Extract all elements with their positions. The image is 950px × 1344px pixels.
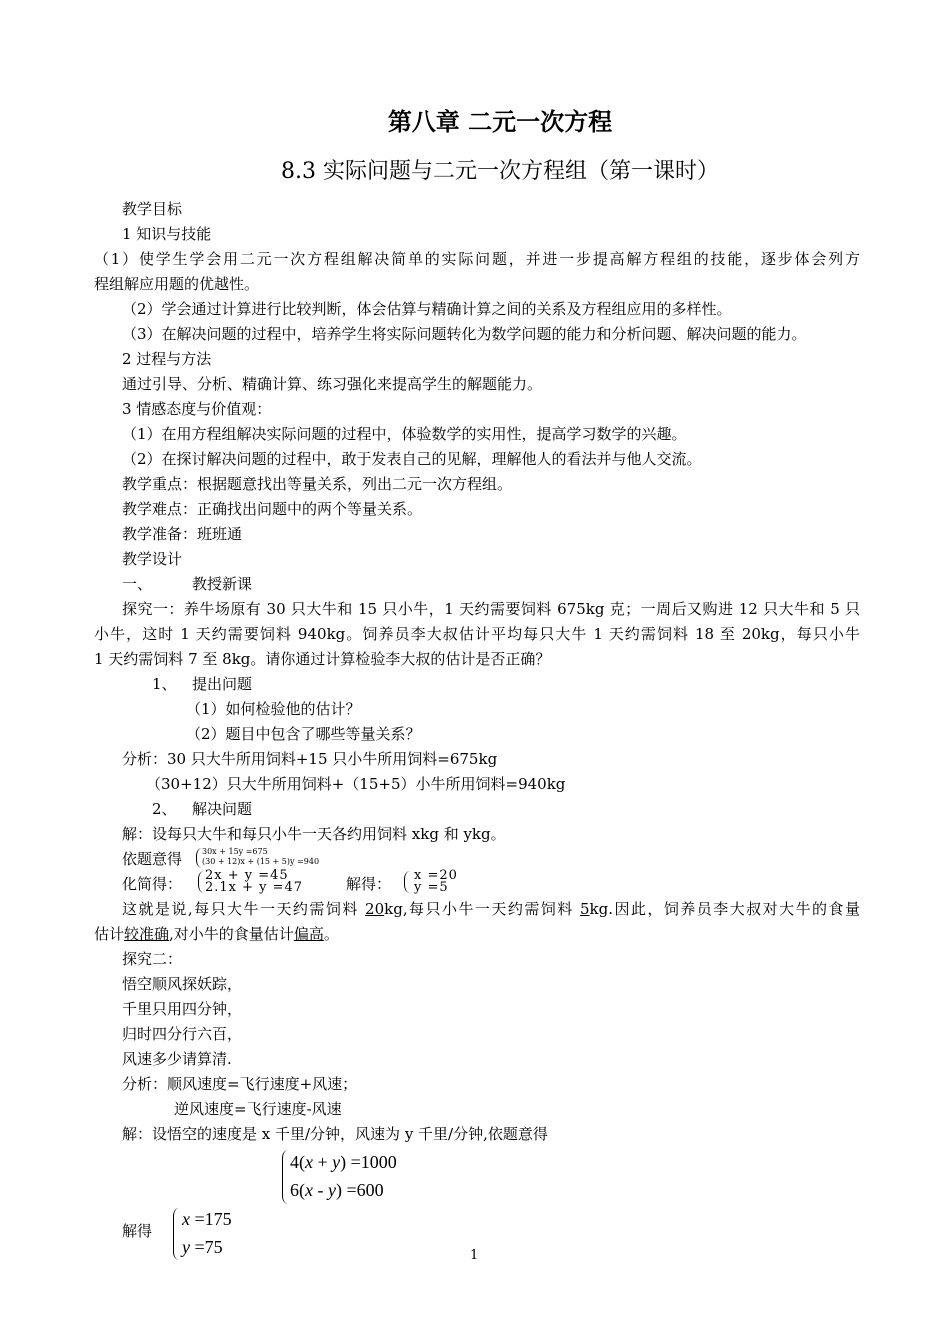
equation: x =175 [182,1209,232,1229]
text-line: 逆风速度=飞行速度-风速 [174,1100,342,1118]
text-line: 解：设悟空的速度是 x 千里/分钟，风速为 y 千里/分钟,依题意得 [122,1125,548,1143]
text-line: （2）在探讨解决问题的过程中，敢于发表自己的见解，理解他人的看法并与他人交流。 [122,450,702,468]
equation-brace [404,871,410,893]
equation-brace [282,1150,290,1204]
text-line: 估计较准确,对小牛的食量估计偏高。 [94,925,339,943]
equation: 2x + y =45 [205,868,289,883]
text-line: 2 过程与方法 [122,350,212,368]
equation: 4(x + y) =1000 [290,1152,397,1172]
poem-line: 风速多少请算清. [122,1050,232,1068]
text-line: 提出问题 [192,675,253,693]
text-line: 教学设计 [122,550,183,568]
poem-line: 悟空顺风探妖踪， [122,975,243,993]
poem-line: 千里只用四分钟， [122,1000,243,1018]
text-line: （1）使学生学会用二元一次方程组解决简单的实际问题，并进一步提高解方程组的技能，逐步体会列方 [94,250,860,268]
text-line: 3 情感态度与价值观： [122,400,272,418]
list-number: 1、 [152,675,177,693]
section-number: 一、 [122,575,153,593]
text-line: 小牛，这时 1 天约需要饲料 940kg。饲养员李大叔估计平均每只大牛 1 天约需饲料 18 至 20kg，每只小牛 [94,625,860,643]
equation-brace [173,1208,181,1260]
poem-line: 归时四分行六百， [122,1025,243,1043]
text-line: 解决问题 [192,800,253,818]
underlined-answer: 5 [579,900,590,918]
equation: 6(x - y) =600 [290,1180,384,1200]
text-line: 教学准备：班班通 [122,525,243,543]
equation: y =5 [414,880,449,895]
underlined-answer: 较准确 [124,925,170,943]
section-heading: 教授新课 [192,575,253,593]
equation-brace [198,871,204,893]
text-line: 教学重点：根据题意找出等量关系，列出二元一次方程组。 [122,475,513,493]
text-line: 教学目标 [122,200,183,218]
text-line: 1 知识与技能 [122,225,212,243]
text-line: （30+12）只大牛所用饲料+（15+5）小牛所用饲料=940kg [146,775,566,793]
text-line: 解得 [122,1222,153,1240]
text-line: 分析：顺风速度=飞行速度+风速； [122,1075,358,1093]
text-line: （2）学会通过计算进行比较判断，体会估算与精确计算之间的关系及方程组应用的多样性。 [122,300,732,318]
text-line: （1）在用方程组解决实际问题的过程中，体验数学的实用性，提高学习数学的兴趣。 [122,425,687,443]
lesson-title: 8.3 实际问题与二元一次方程组（第一课时） [281,159,719,184]
equation: (30 + 12)x + (15 + 5)y =940 [202,857,320,866]
underlined-answer: 偏高 [293,925,324,943]
text-line: 1 天约需饲料 7 至 8kg。请你通过计算检验李大叔的估计是否正确？ [94,650,551,668]
text-line: 教学难点：正确找出问题中的两个等量关系。 [122,500,423,518]
text-line: （1）如何检验他的估计？ [186,700,361,718]
text-line: 解得： [346,875,392,893]
text-line: （2）题目中包含了哪些等量关系？ [186,725,421,743]
page-number: 1 [470,1248,479,1263]
text-line: （3）在解决问题的过程中，培养学生将实际问题转化为数学问题的能力和分析问题、解决问题的能力。 [122,325,807,343]
equation: 30x + 15y =675 [202,847,268,856]
text-line: 化简得： [122,875,183,893]
text-line: 分析：30 只大牛所用饲料+15 只小牛所用饲料=675kg [122,750,498,768]
list-number: 2、 [152,800,177,818]
equation: 2.1x + y =47 [205,880,304,895]
underlined-answer: 20 [365,900,385,918]
text-line: 程组解应用题的优越性。 [94,275,260,293]
chapter-title: 第八章 二元一次方程 [387,107,613,136]
text-line: 探究二： [122,950,183,968]
text-line: 通过引导、分析、精确计算、练习强化来提高学生的解题能力。 [122,375,543,393]
text-line: 探究一：养牛场原有 30 只大牛和 15 只小牛，1 天约需要饲料 675kg 克；一周后又购进 12 只大牛和 5 只 [122,600,860,618]
text-line: 这就是说,每只大牛一天约需饲料 20kg,每只小牛一天约需饲料 5kg.因此，饲养员李大叔对大牛的食量 [122,900,860,918]
equation: y =75 [182,1237,223,1257]
text-line: 依题意得 [122,850,183,868]
equation: x =20 [414,868,458,883]
text-line: 解：设每只大牛和每只小牛一天各约用饲料 xkg 和 ykg。 [122,825,506,843]
